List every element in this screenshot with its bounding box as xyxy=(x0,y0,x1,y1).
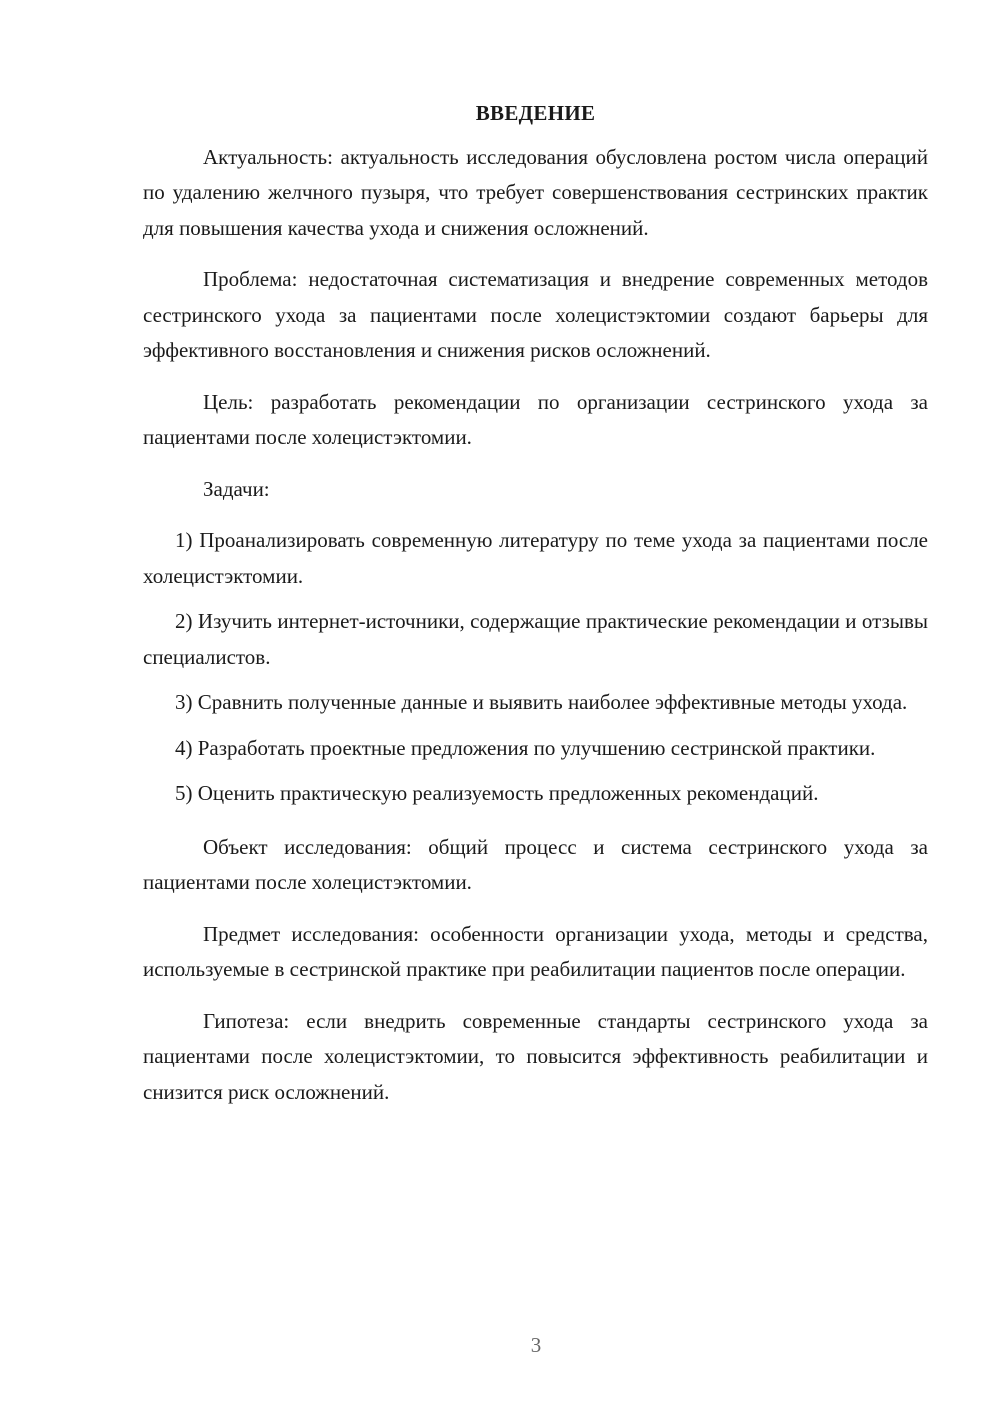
list-item: 1) Проанализировать современную литературу по теме ухода за пациентами после холецистэктомии. xyxy=(143,528,928,588)
paragraph-hypothesis: Гипотеза: если внедрить современные стандарты сестринского ухода за пациентами после холецистэктомии, то повысится эффективность реабилитации и снизится риск осложнений. xyxy=(143,1008,928,1104)
paragraph-object: Объект исследования: общий процесс и система сестринского ухода за пациентами после холецистэктомии. xyxy=(143,834,928,894)
page-title: ВВЕДЕНИЕ xyxy=(475,101,596,125)
tasks-list xyxy=(143,523,928,812)
list-item: 4) Разработать проектные предложения по улучшению сестринской практики. xyxy=(175,735,876,760)
list-item: 3) Сравнить полученные данные и выявить наиболее эффективные методы ухода. xyxy=(175,690,908,714)
tasks-heading: Задачи: xyxy=(203,476,270,501)
paragraph-problem: Проблема: недостаточная систематизация и внедрение современных методов сестринского ухода за пациентами после холецистэктомии создают барьеры для эффективного восстановления и снижения рисков осложнений. xyxy=(143,267,928,362)
list-item: 5) Оценить практическую реализуемость предложенных рекомендаций. xyxy=(175,781,819,805)
document-page xyxy=(143,96,928,1126)
list-item: 2) Изучить интернет-источники, содержащие практические рекомендации и отзывы специалистов. xyxy=(143,609,928,669)
paragraph-goal: Цель: разработать рекомендации по организации сестринского ухода за пациентами после холецистэктомии. xyxy=(143,389,928,449)
paragraph-relevance: Актуальность: актуальность исследования обусловлена ростом числа операций по удалению желчного пузыря, что требует совершенствования сестринских практик для повышения качества ухода и снижения осложнений. xyxy=(143,144,928,240)
paragraph-subject: Предмет исследования: особенности организации ухода, методы и средства, используемые в сестринской практике при реабилитации пациентов после операции. xyxy=(143,921,928,981)
page-number: 3 xyxy=(530,1333,542,1357)
